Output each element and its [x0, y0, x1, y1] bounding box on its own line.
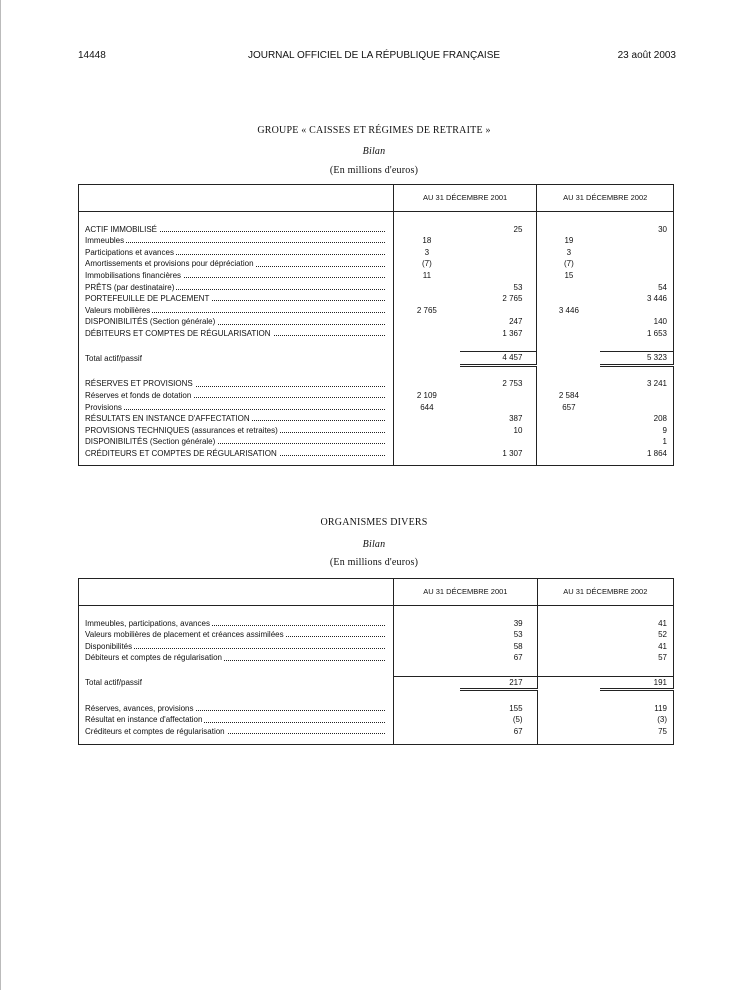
value-sub-2002: 3	[537, 247, 600, 259]
table-row	[79, 714, 674, 726]
value-sub-2001	[393, 282, 460, 294]
value-2002: 119	[654, 703, 667, 713]
value-total-2002	[600, 270, 673, 282]
value-2001: 58	[513, 641, 523, 651]
table-row	[79, 425, 674, 437]
value-sub-2001	[393, 413, 460, 425]
table-row	[79, 235, 674, 247]
value-sub-2002	[537, 413, 600, 425]
value-total-2002	[600, 247, 673, 259]
table-header-row	[79, 579, 674, 606]
row-label: DISPONIBILITÉS (Section générale)	[85, 317, 216, 327]
value-total-2001: 247	[509, 317, 523, 327]
total-2002: 191	[600, 676, 673, 690]
table-row	[79, 293, 674, 305]
value-sub-2001	[393, 425, 460, 437]
row-label: Participations et avances	[85, 247, 174, 257]
value-total-2002: 54	[658, 282, 667, 292]
value-total-2001	[460, 390, 537, 402]
value-sub-2001: 2 109	[393, 390, 460, 402]
col-header-2001: AU 31 DÉCEMBRE 2001	[394, 579, 537, 606]
total-row	[79, 352, 674, 366]
row-label: Amortissements et provisions pour dépréciation	[85, 259, 254, 269]
row-label: Réserves et fonds de dotation	[85, 390, 192, 400]
value-total-2001: 10	[513, 425, 523, 435]
table-row	[79, 629, 674, 641]
value-2002: 57	[658, 653, 667, 663]
row-label: Immobilisations financières	[85, 270, 182, 280]
value-total-2002: 1	[662, 437, 667, 447]
value-sub-2002	[537, 328, 600, 340]
table-row	[79, 316, 674, 328]
value-total-2001	[460, 270, 537, 282]
value-total-2001	[460, 305, 537, 317]
row-label: ACTIF IMMOBILISÉ	[85, 224, 158, 234]
section1-unit: (En millions d'euros)	[329, 165, 419, 176]
value-total-2002: 3 446	[646, 294, 667, 304]
value-total-2002	[600, 235, 673, 247]
value-sub-2002	[537, 224, 600, 236]
value-total-2002: 140	[653, 317, 667, 327]
table-row	[79, 618, 674, 630]
total-2001: 217	[460, 676, 537, 690]
value-total-2001: 2 753	[502, 379, 523, 389]
value-total-2001: 1 307	[502, 448, 523, 458]
journal-title: JOURNAL OFFICIEL DE LA RÉPUBLIQUE FRANÇAISE	[247, 50, 501, 61]
value-total-2002: 208	[653, 414, 667, 424]
table-header-row	[79, 185, 674, 212]
value-total-2002: 9	[662, 425, 667, 435]
value-2002: 41	[658, 641, 667, 651]
table-row	[79, 224, 674, 236]
col-header-2001: AU 31 DÉCEMBRE 2001	[393, 185, 537, 212]
table-row	[79, 641, 674, 653]
row-label: Résultat en instance d'affectation	[85, 715, 203, 725]
value-total-2001: 25	[513, 224, 523, 234]
row-label: Débiteurs et comptes de régularisation	[85, 653, 222, 663]
value-sub-2001: 18	[393, 235, 460, 247]
value-sub-2001: 2 765	[393, 305, 460, 317]
value-total-2002	[600, 390, 673, 402]
value-sub-2002	[537, 293, 600, 305]
value-total-2001	[460, 247, 537, 259]
total-2001: 4 457	[460, 352, 537, 366]
section1-subtitle: Bilan	[362, 146, 386, 157]
value-total-2001: 2 765	[502, 294, 523, 304]
row-label: Valeurs mobilières	[85, 305, 151, 315]
value-total-2002: 3 241	[646, 379, 667, 389]
table-row	[79, 652, 674, 664]
row-label: Créditeurs et comptes de régularisation	[85, 726, 225, 736]
table-row	[79, 378, 674, 390]
table-row	[79, 413, 674, 425]
value-sub-2002: 2 584	[537, 390, 600, 402]
value-sub-2002: 19	[537, 235, 600, 247]
row-label: Disponibilités	[85, 641, 133, 651]
table-row	[79, 436, 674, 448]
value-total-2002: 30	[658, 224, 667, 234]
value-2002: 75	[658, 726, 667, 736]
table-row	[79, 390, 674, 402]
value-sub-2001: 3	[393, 247, 460, 259]
value-total-2001	[460, 235, 537, 247]
value-total-2002: 1 653	[646, 328, 667, 338]
value-sub-2002	[537, 448, 600, 460]
value-2001: 67	[513, 653, 523, 663]
section2-subtitle: Bilan	[362, 539, 386, 550]
value-total-2001: 1 367	[502, 328, 523, 338]
row-label: RÉSERVES ET PROVISIONS	[85, 379, 193, 389]
section2-unit: (En millions d'euros)	[329, 557, 419, 568]
value-total-2001	[460, 402, 537, 414]
value-sub-2002: (7)	[537, 258, 600, 270]
section2-title: ORGANISMES DIVERS	[320, 517, 428, 528]
value-2002: 41	[658, 618, 667, 628]
value-sub-2001	[393, 316, 460, 328]
issue-date: 23 août 2003	[617, 50, 676, 61]
value-sub-2002	[537, 425, 600, 437]
table-row	[79, 402, 674, 414]
row-label: PRÊTS (par destinataire)	[85, 282, 175, 292]
value-2002: 52	[658, 630, 667, 640]
bilan-table-organismes	[78, 578, 674, 745]
value-2001: 67	[513, 726, 523, 736]
row-label: Immeubles, participations, avances	[85, 618, 210, 628]
value-sub-2001	[393, 328, 460, 340]
value-total-2001: 53	[513, 282, 523, 292]
table-row	[79, 305, 674, 317]
table-row	[79, 258, 674, 270]
row-label: PORTEFEUILLE DE PLACEMENT	[85, 294, 210, 304]
table-row	[79, 448, 674, 460]
value-2001: 155	[509, 703, 523, 713]
value-sub-2001	[393, 224, 460, 236]
total-row	[79, 676, 674, 690]
value-2001: 53	[513, 630, 523, 640]
col-header-2002: AU 31 DÉCEMBRE 2002	[537, 185, 674, 212]
row-label: DÉBITEURS ET COMPTES DE RÉGULARISATION	[85, 328, 271, 338]
value-total-2001: 387	[509, 414, 523, 424]
value-2002: (3)	[657, 715, 667, 725]
col-header-2002: AU 31 DÉCEMBRE 2002	[537, 579, 673, 606]
value-sub-2001: 11	[393, 270, 460, 282]
value-total-2002	[600, 258, 673, 270]
table-row	[79, 726, 674, 738]
table-row	[79, 703, 674, 715]
row-label: Valeurs mobilières de placement et créances assimilées	[85, 630, 284, 640]
row-label: Réserves, avances, provisions	[85, 703, 194, 713]
value-total-2002	[600, 402, 673, 414]
row-label: DISPONIBILITÉS (Section générale)	[85, 437, 216, 447]
bilan-table-retraite	[78, 184, 674, 466]
value-sub-2001: (7)	[393, 258, 460, 270]
value-sub-2001	[393, 448, 460, 460]
value-2001: (5)	[512, 715, 523, 725]
value-sub-2002: 657	[537, 402, 600, 414]
row-label: RÉSULTATS EN INSTANCE D'AFFECTATION	[85, 414, 250, 424]
value-total-2002: 1 864	[646, 448, 667, 458]
section1-title: GROUPE « CAISSES ET RÉGIMES DE RETRAITE »	[257, 125, 491, 136]
table-row	[79, 282, 674, 294]
page-number: 14448	[78, 50, 106, 61]
total-label: Total actif/passif	[85, 353, 142, 363]
value-sub-2001: 644	[393, 402, 460, 414]
value-total-2001	[460, 258, 537, 270]
row-label: PROVISIONS TECHNIQUES (assurances et retraites)	[85, 425, 278, 435]
value-2001: 39	[513, 618, 523, 628]
value-sub-2002	[537, 316, 600, 328]
value-sub-2002	[537, 378, 600, 390]
value-total-2002	[600, 305, 673, 317]
value-sub-2002	[537, 282, 600, 294]
total-label: Total actif/passif	[85, 678, 142, 688]
value-sub-2002: 3 446	[537, 305, 600, 317]
value-sub-2002: 15	[537, 270, 600, 282]
row-label: Immeubles	[85, 236, 125, 246]
table-row	[79, 328, 674, 340]
total-2002: 5 323	[600, 352, 673, 366]
value-sub-2001	[393, 378, 460, 390]
value-sub-2001	[393, 436, 460, 448]
table-row	[79, 270, 674, 282]
table-row	[79, 247, 674, 259]
value-sub-2001	[393, 293, 460, 305]
row-label: CRÉDITEURS ET COMPTES DE RÉGULARISATION	[85, 448, 277, 458]
value-sub-2002	[537, 436, 600, 448]
value-total-2001	[460, 436, 537, 448]
row-label: Provisions	[85, 402, 122, 412]
